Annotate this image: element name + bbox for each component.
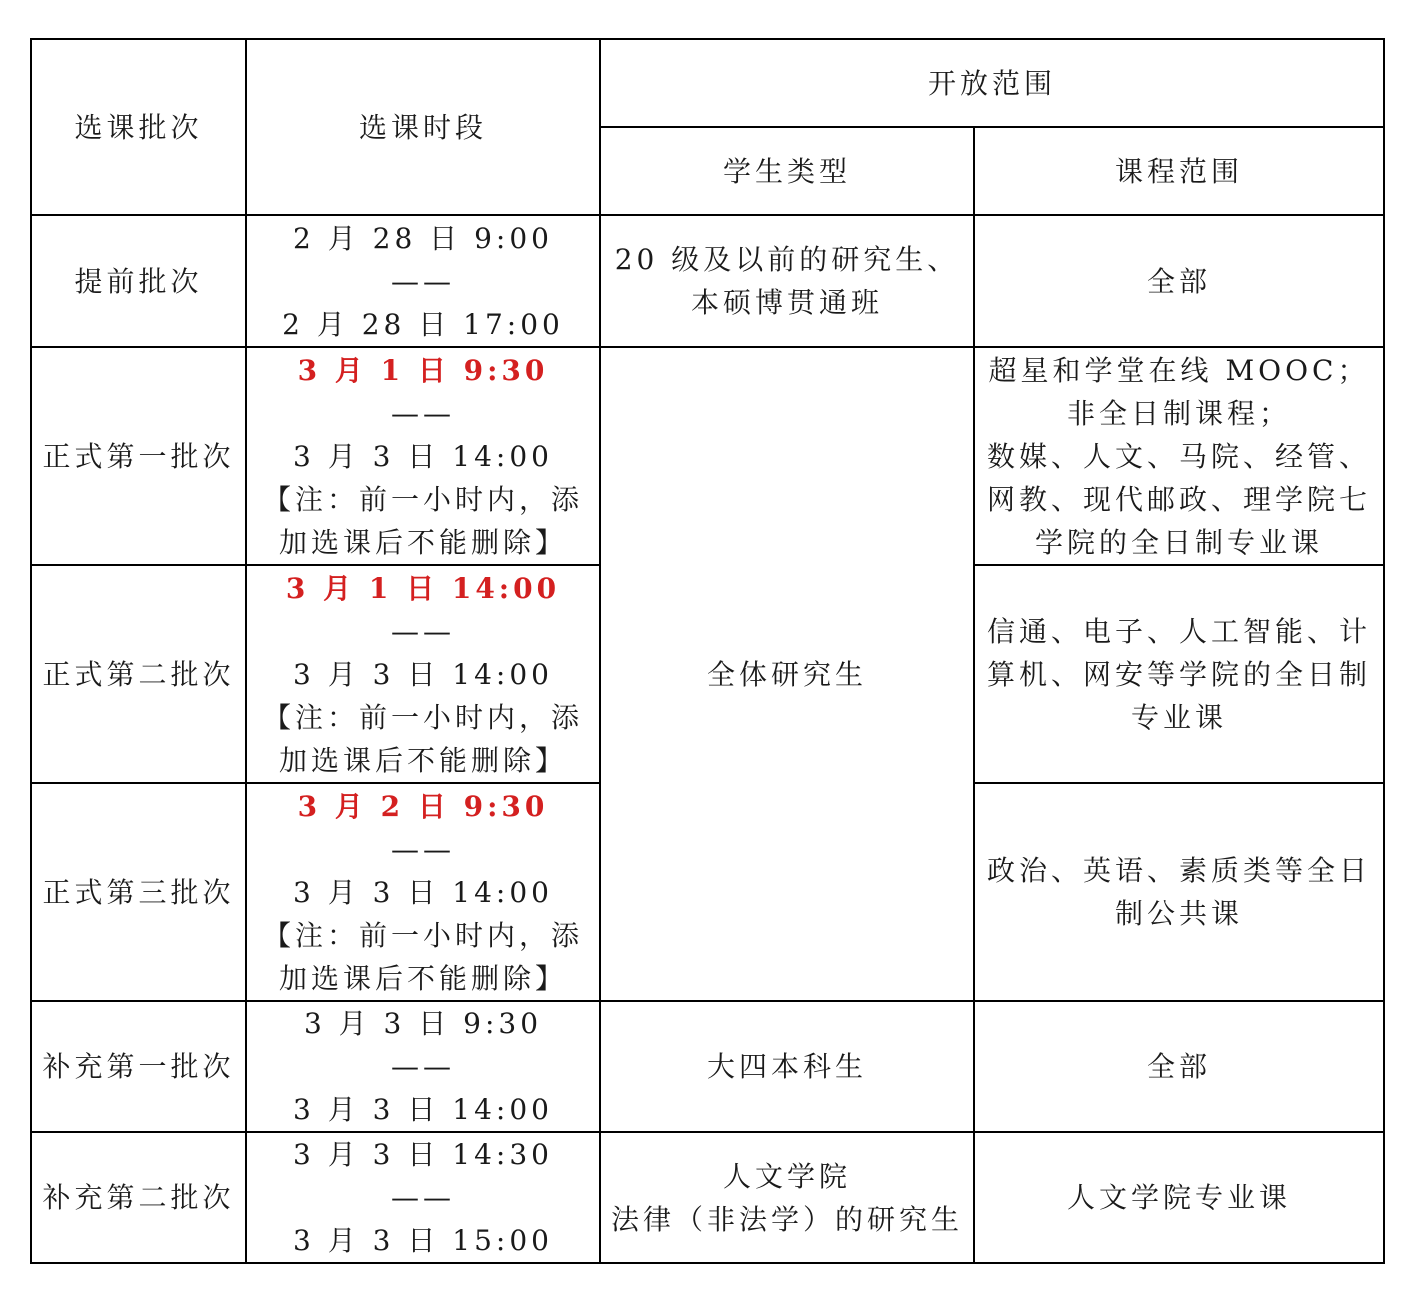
student-type-line: 人文学院: [722, 1159, 851, 1193]
period-dash: ——: [391, 396, 455, 430]
course-scope-line: 政治、英语、素质类等全日: [987, 854, 1372, 887]
period-dash: ——: [391, 1181, 455, 1214]
course-scope-line: 专业课: [1131, 700, 1228, 734]
period-dash: ——: [391, 1050, 455, 1083]
period-note: 【注：前一小时内，添: [262, 918, 583, 952]
period-note: 加选课后不能删除】: [278, 743, 567, 777]
student-type-cell: [600, 1132, 974, 1263]
table-row: [31, 1132, 1384, 1263]
period-end: 3 月 3 日 15:00: [293, 1224, 553, 1257]
period-dash: ——: [391, 264, 455, 298]
student-type-cell: [600, 215, 974, 347]
course-scope-line: 数媒、人文、马院、经管、: [987, 439, 1372, 473]
period-dash: ——: [391, 832, 455, 866]
period-cell: [246, 1001, 600, 1132]
period-cell: [246, 215, 600, 347]
header-batch: 选课批次: [31, 39, 246, 215]
course-scope-line: 制公共课: [1115, 897, 1244, 930]
period-dash: ——: [391, 614, 455, 648]
course-scope-line: 学院的全日制专业课: [1035, 525, 1324, 559]
course-selection-table: [30, 38, 1385, 1264]
period-end: 3 月 3 日 14:00: [293, 875, 553, 909]
period-note: 【注：前一小时内，添: [262, 700, 583, 734]
student-type-cell: 大四本科生: [600, 1001, 974, 1132]
student-type-line: 法律（非法学）的研究生: [610, 1202, 963, 1236]
course-scope-cell: 全部: [974, 215, 1384, 347]
table-row: [31, 215, 1384, 347]
course-scope-line: 算机、网安等学院的全日制: [987, 657, 1372, 691]
period-start-highlight: 3 月 1 日 14:00: [285, 571, 561, 605]
period-note: 【注：前一小时内，添: [262, 482, 583, 516]
period-start-highlight: 3 月 2 日 9:30: [297, 789, 549, 823]
course-scope-cell: [974, 565, 1384, 783]
period-cell: [246, 565, 600, 783]
table-row: [31, 347, 1384, 565]
course-scope-line: 非全日制课程；: [1067, 396, 1292, 430]
period-note: 加选课后不能删除】: [278, 961, 567, 995]
header-period: 选课时段: [246, 39, 600, 215]
period-end: 2 月 28 日 17:00: [282, 307, 564, 341]
merged-student-type-cell: 全体研究生: [600, 347, 974, 1001]
table-row: [31, 1001, 1384, 1132]
period-cell: [246, 1132, 600, 1263]
course-scope-cell: 全部: [974, 1001, 1384, 1132]
period-start: 3 月 3 日 9:30: [303, 1007, 543, 1040]
header-row-1: [31, 39, 1384, 127]
period-start: 2 月 28 日 9:00: [293, 221, 553, 255]
course-scope-cell: [974, 783, 1384, 1001]
course-scope-line: 超星和学堂在线 MOOC；: [988, 353, 1370, 387]
course-scope-cell: [974, 347, 1384, 565]
header-scope: 开放范围: [600, 39, 1384, 127]
period-end: 3 月 3 日 14:00: [293, 1093, 553, 1126]
batch-cell: 正式第三批次: [31, 783, 246, 1001]
period-start: 3 月 3 日 14:30: [293, 1138, 553, 1171]
student-type-line: 20 级及以前的研究生、: [614, 243, 960, 276]
period-start-highlight: 3 月 1 日 9:30: [297, 353, 549, 387]
batch-cell: 正式第二批次: [31, 565, 246, 783]
course-scope-line: 信通、电子、人工智能、计: [987, 614, 1372, 648]
header-course-scope: 课程范围: [974, 127, 1384, 215]
batch-cell: 正式第一批次: [31, 347, 246, 565]
student-type-line: 本硕博贯通班: [690, 286, 883, 319]
course-scope-cell: 人文学院专业课: [974, 1132, 1384, 1263]
batch-cell: 补充第一批次: [31, 1001, 246, 1132]
period-end: 3 月 3 日 14:00: [293, 439, 553, 473]
period-cell: [246, 783, 600, 1001]
period-note: 加选课后不能删除】: [278, 525, 567, 559]
batch-cell: 提前批次: [31, 215, 246, 347]
period-cell: [246, 347, 600, 565]
batch-cell: 补充第二批次: [31, 1132, 246, 1263]
period-end: 3 月 3 日 14:00: [293, 657, 553, 691]
course-scope-line: 网教、现代邮政、理学院七: [987, 482, 1372, 516]
header-student-type: 学生类型: [600, 127, 974, 215]
